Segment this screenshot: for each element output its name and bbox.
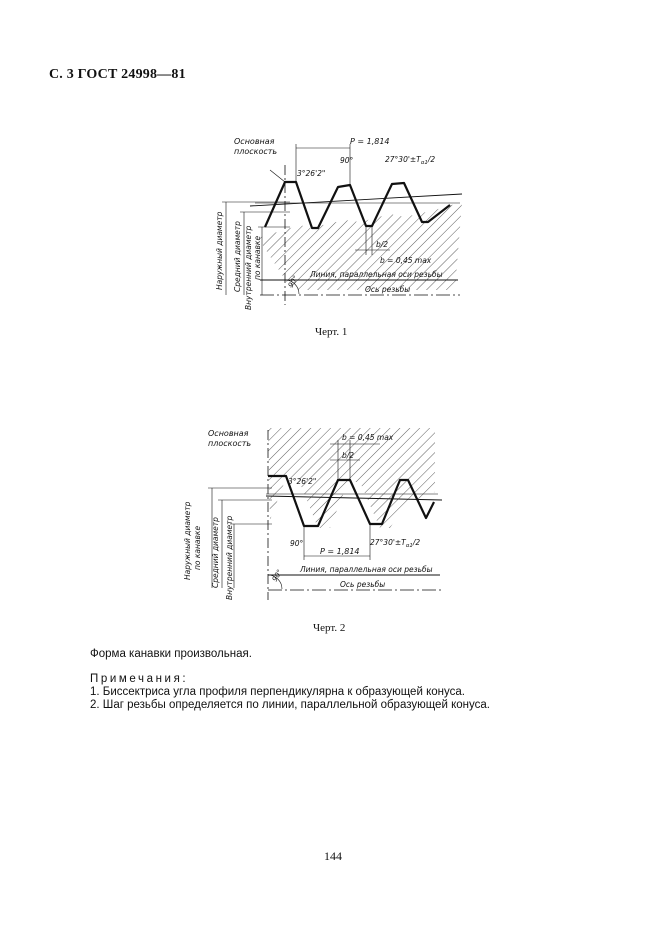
base-plane-label-1: Основная — [234, 137, 275, 146]
figure-2-drawing — [180, 420, 460, 610]
thread-axis-label: Ось резьбы — [365, 285, 411, 294]
thread-axis-label: Ось резьбы — [340, 580, 386, 589]
b-max-label: b = 0,45 max — [342, 433, 394, 442]
taper-line — [250, 194, 462, 206]
b-max-label: b = 0,45 max — [380, 256, 432, 265]
mean-diameter-label: Средний диаметр — [211, 517, 220, 588]
mean-diameter-label: Средний диаметр — [233, 221, 242, 292]
pitch-label: P = 1,814 — [350, 137, 390, 146]
note-item-1: 1. Биссектриса угла профиля перпендикулярна к образующей конуса. — [90, 686, 465, 698]
outer-diameter-label-1: Наружный диаметр — [183, 501, 192, 580]
note-item-2: 2. Шаг резьбы определяется по линии, параллельной образующей конуса. — [90, 699, 490, 711]
angle-90-label: 90° — [340, 156, 354, 165]
inner-diameter-label-2: по канавке — [253, 235, 262, 280]
figure-1-drawing — [200, 130, 480, 330]
groove-text: Форма канавки произвольная. — [90, 648, 252, 660]
figure-1-caption: Черт. 1 — [315, 326, 348, 338]
angle-90-label: 90° — [290, 539, 304, 548]
inner-diameter-label: Внутренний диаметр — [225, 515, 234, 600]
angle-taper-label: 3°26'2" — [288, 477, 317, 486]
b-half-label: b/2 — [342, 451, 355, 460]
notes-title: Примечания: — [90, 673, 189, 685]
parallel-line-label: Линия, параллельная оси резьбы — [300, 565, 433, 574]
page-number: 144 — [324, 849, 342, 863]
figure-2-caption: Черт. 2 — [313, 622, 346, 634]
tolerance-label: $27^\circ 30'\pm T_{\alpha 1}/2$ — [370, 538, 421, 549]
tolerance-label: $27^\circ 30'\pm T_{\alpha 1}/2$ — [385, 155, 436, 166]
thread-profile — [265, 182, 450, 228]
b-half-label: b/2 — [376, 240, 389, 249]
base-plane-label-1: Основная — [208, 429, 249, 438]
inner-diameter-label-1: Внутренний диаметр — [244, 225, 253, 310]
right-angle-label: 90° — [270, 568, 284, 583]
page-header: С. 3 ГОСТ 24998—81 — [49, 67, 186, 82]
base-plane-label-2: плоскость — [234, 147, 278, 156]
outer-diameter-label-2: по канавке — [193, 525, 202, 570]
angle-taper-label: 3°26'2" — [297, 169, 326, 178]
pitch-label: P = 1,814 — [320, 547, 360, 556]
parallel-line-label: Линия, параллельная оси резьбы — [310, 270, 443, 279]
base-plane-label-2: плоскость — [208, 439, 252, 448]
right-angle-label: 90° — [286, 274, 300, 289]
outer-diameter-label: Наружный диаметр — [215, 211, 224, 290]
